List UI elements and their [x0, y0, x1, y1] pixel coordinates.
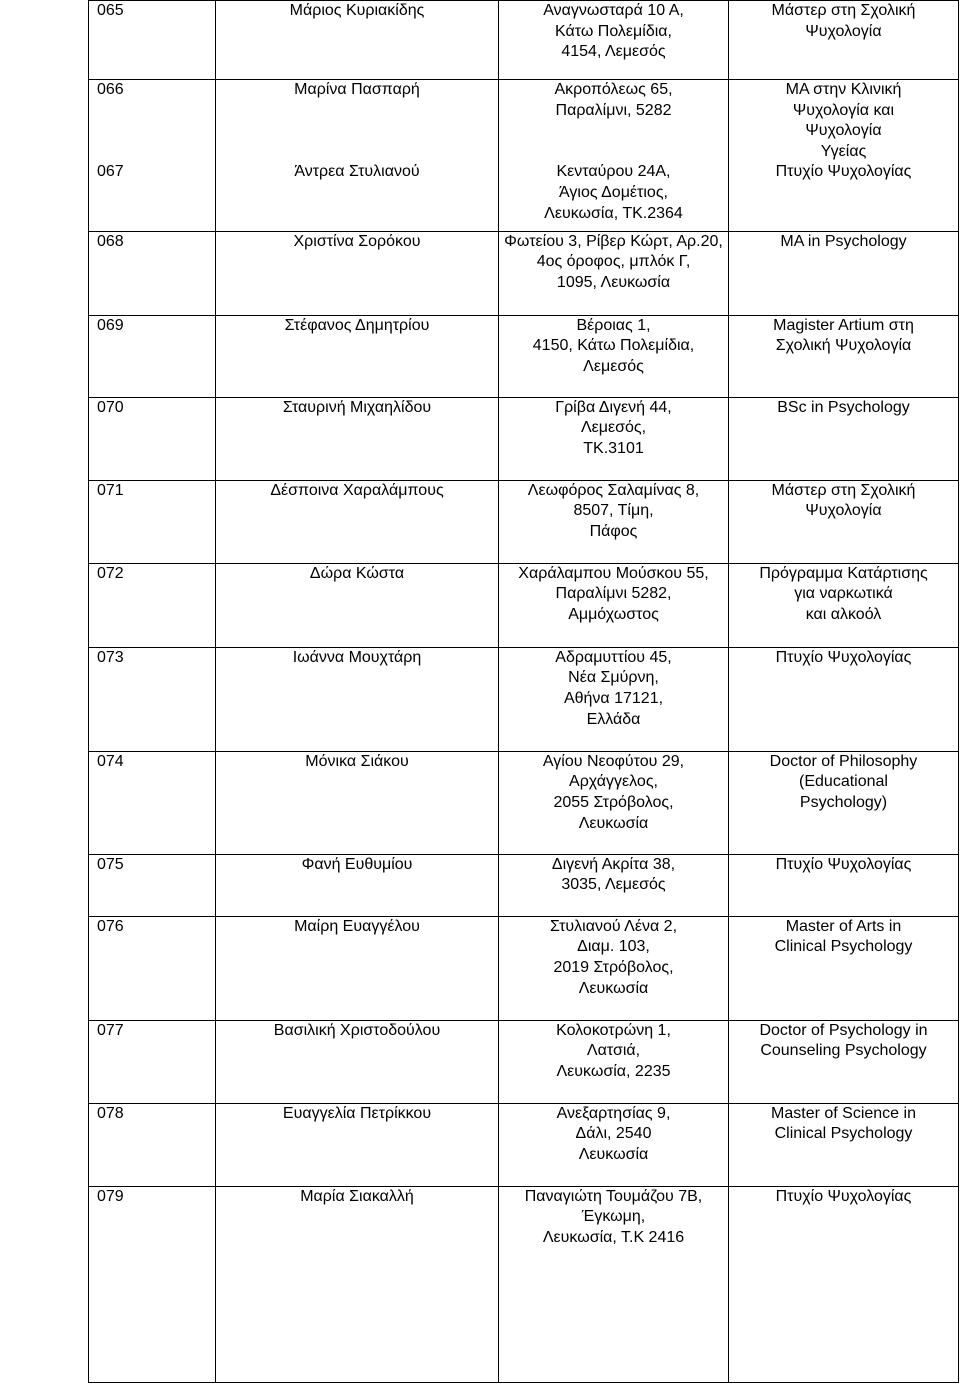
member-qualification-cell — [729, 854, 959, 916]
member-address-cell — [499, 916, 729, 1020]
member-name-cell — [216, 1020, 499, 1103]
member-address: Φωτείου 3, Ρίβερ Κώρτ, Αρ.20, 4ος όροφος, μπλόκ Γ, 1095, Λευκωσία — [504, 232, 723, 292]
member-name: Χριστίνα Σορόκου — [293, 232, 421, 250]
member-name-cell — [216, 397, 499, 480]
member-address: Ακροπόλεως 65, Παραλίμνι, 5282 — [554, 81, 673, 119]
entry-number-cell — [89, 231, 216, 315]
table-row — [89, 1103, 959, 1186]
entry-number: 072 — [97, 564, 124, 582]
member-address-cell — [499, 315, 729, 397]
table-row — [89, 315, 959, 397]
member-name-cell — [216, 315, 499, 397]
member-qualification-cell — [729, 563, 959, 647]
member-name: Δώρα Κώστα — [309, 564, 405, 582]
entry-number-cell — [89, 1103, 216, 1186]
member-name: Βασιλική Χριστοδούλου — [273, 1021, 441, 1039]
member-name: Ευαγγελία Πετρίκκου — [282, 1104, 432, 1122]
member-qualification: Μάστερ στη Σχολική Ψυχολογία — [771, 481, 916, 520]
member-qualification-cell — [729, 1103, 959, 1186]
entry-number: 069 — [97, 316, 124, 334]
member-name: Μάριος Κυριακίδης — [289, 2, 425, 19]
member-name-cell — [216, 751, 499, 854]
member-address-cell — [499, 1103, 729, 1186]
entry-number-cell — [89, 751, 216, 854]
member-name-cell — [216, 854, 499, 916]
entry-number-cell — [89, 1186, 216, 1382]
table-row — [89, 1186, 959, 1382]
table-row — [89, 1020, 959, 1103]
table-row — [89, 1, 959, 80]
member-qualification-cell — [729, 1020, 959, 1103]
member-name-cell — [216, 916, 499, 1020]
entry-number: 078 — [97, 1104, 124, 1122]
member-qualification-cell — [729, 162, 959, 231]
member-qualification-cell — [729, 397, 959, 480]
member-name: Στέφανος Δημητρίου — [284, 316, 430, 334]
member-name: Μαρίνα Πασπαρή — [294, 81, 420, 98]
entry-number-cell — [89, 315, 216, 397]
entry-number: 066 — [97, 81, 124, 98]
member-address: Αγίου Νεοφύτου 29, Αρχάγγελος, 2055 Στρόβολος, Λευκωσία — [542, 752, 685, 832]
entry-number-cell — [89, 162, 216, 231]
member-qualification: Πρόγραμμα Κατάρτισης για ναρκωτικά και αλκοόλ — [759, 564, 928, 624]
member-qualification: Magister Artium στη Σχολική Ψυχολογία — [773, 316, 914, 355]
member-address: Ανεξαρτησίας 9, Δάλι, 2540 Λευκωσία — [556, 1104, 671, 1164]
member-qualification: Πτυχίο Ψυχολογίας — [775, 648, 912, 666]
member-qualification-cell — [729, 916, 959, 1020]
member-qualification-cell — [729, 80, 959, 163]
entry-number: 070 — [97, 398, 124, 416]
member-qualification: MA στην Κλινική Ψυχολογία και Ψυχολογία Υγείας — [785, 81, 902, 160]
member-qualification-cell — [729, 315, 959, 397]
member-qualification: Μάστερ στη Σχολική Ψυχολογία — [771, 2, 916, 40]
member-qualification-cell — [729, 231, 959, 315]
member-address-cell — [499, 397, 729, 480]
member-name-cell — [216, 80, 499, 163]
member-qualification-cell — [729, 751, 959, 854]
member-address: Γρίβα Διγενή 44, Λεμεσός, ΤΚ.3101 — [555, 398, 672, 458]
member-qualification: MA in Psychology — [780, 232, 907, 250]
table-row — [89, 916, 959, 1020]
member-qualification: Master of Arts in Clinical Psychology — [774, 917, 913, 956]
member-name-cell — [216, 1, 499, 80]
entry-number-cell — [89, 397, 216, 480]
member-name: Μόνικα Σιάκου — [305, 752, 409, 770]
member-address-cell — [499, 1020, 729, 1103]
member-address: Παναγιώτη Τουμάζου 7Β, Έγκωμη, Λευκωσία, Τ.Κ 2416 — [524, 1187, 703, 1247]
table-row — [89, 563, 959, 647]
table-row — [89, 162, 959, 231]
member-address: Κολοκοτρώνη 1, Λατσιά, Λευκωσία, 2235 — [556, 1021, 671, 1081]
member-address-cell — [499, 1, 729, 80]
member-address-cell — [499, 751, 729, 854]
member-qualification: Πτυχίο Ψυχολογίας — [775, 1187, 912, 1205]
member-qualification: Πτυχίο Ψυχολογίας — [775, 855, 912, 873]
member-address: Χαράλαμπου Μούσκου 55, Παραλίμνι 5282, Αμμόχωστος — [518, 564, 709, 624]
member-name-cell — [216, 1186, 499, 1382]
member-address: Στυλιανού Λένα 2, Διαμ. 103, 2019 Στρόβολος, Λευκωσία — [549, 917, 678, 997]
table-row — [89, 397, 959, 480]
member-name-cell — [216, 647, 499, 751]
member-name-cell — [216, 563, 499, 647]
member-address-cell — [499, 480, 729, 563]
entry-number-cell — [89, 1, 216, 80]
member-address-cell — [499, 1186, 729, 1382]
entry-number-cell — [89, 647, 216, 751]
table-row — [89, 854, 959, 916]
entry-number-cell — [89, 563, 216, 647]
entry-number-cell — [89, 916, 216, 1020]
member-address: Βέροιας 1, 4150, Κάτω Πολεμίδια, Λεμεσός — [532, 316, 695, 376]
member-address-cell — [499, 162, 729, 231]
entry-number: 068 — [97, 232, 124, 250]
member-name-cell — [216, 1103, 499, 1186]
member-qualification-cell — [729, 647, 959, 751]
member-name: Ιωάννα Μουχτάρη — [292, 648, 422, 666]
member-address: Κενταύρου 24Α, Άγιος Δομέτιος, Λευκωσία, ΤΚ.2364 — [544, 163, 683, 222]
member-address: Αναγνωσταρά 10 Α, Κάτω Πολεμίδια, 4154, Λεμεσός — [543, 2, 684, 61]
member-address-cell — [499, 563, 729, 647]
table-row — [89, 480, 959, 563]
entry-number: 071 — [97, 481, 124, 499]
member-qualification: Πτυχίο Ψυχολογίας — [775, 163, 912, 181]
entry-number-cell — [89, 854, 216, 916]
table-row — [89, 647, 959, 751]
member-address: Λεωφόρος Σαλαμίνας 8, 8507, Τίμη, Πάφος — [527, 481, 700, 541]
member-name: Φανή Ευθυμίου — [301, 855, 413, 873]
member-qualification: Doctor of Psychology in Counseling Psychology — [759, 1021, 928, 1060]
registry-table-body — [89, 1, 959, 1383]
member-qualification: BSc in Psychology — [777, 398, 910, 416]
member-name: Μαίρη Ευαγγέλου — [294, 917, 420, 935]
entry-number: 075 — [97, 855, 124, 873]
member-qualification-cell — [729, 1186, 959, 1382]
member-name: Άντρεα Στυλιανού — [294, 163, 420, 181]
member-name: Σταυρινή Μιχαηλίδου — [282, 398, 432, 416]
entry-number: 077 — [97, 1021, 124, 1039]
member-address-cell — [499, 647, 729, 751]
member-address: Αδραμυττίου 45, Νέα Σμύρνη, Αθήνα 17121, Ελλάδα — [555, 648, 672, 728]
member-qualification-cell — [729, 1, 959, 80]
table-row — [89, 80, 959, 163]
entry-number-cell — [89, 480, 216, 563]
entry-number: 074 — [97, 752, 124, 770]
entry-number: 073 — [97, 648, 124, 666]
member-name-cell — [216, 162, 499, 231]
entry-number: 076 — [97, 917, 124, 935]
member-address: Διγενή Ακρίτα 38, 3035, Λεμεσός — [551, 855, 676, 894]
table-row — [89, 751, 959, 854]
member-address-cell — [499, 854, 729, 916]
table-row — [89, 231, 959, 315]
member-address-cell — [499, 231, 729, 315]
member-name-cell — [216, 480, 499, 563]
entry-number: 067 — [97, 163, 124, 181]
entry-number: 065 — [97, 2, 124, 19]
entry-number-cell — [89, 1020, 216, 1103]
member-name: Μαρία Σιακαλλή — [300, 1187, 414, 1205]
member-qualification: Doctor of Philosophy (Educational Psychology) — [769, 752, 918, 812]
member-name-cell — [216, 231, 499, 315]
entry-number: 079 — [97, 1187, 124, 1205]
member-name: Δέσποινα Χαραλάμπους — [270, 481, 444, 499]
member-qualification-cell — [729, 480, 959, 563]
registry-table — [88, 0, 959, 1383]
member-qualification: Master of Science in Clinical Psychology — [771, 1104, 916, 1143]
entry-number-cell — [89, 80, 216, 163]
member-address-cell — [499, 80, 729, 163]
